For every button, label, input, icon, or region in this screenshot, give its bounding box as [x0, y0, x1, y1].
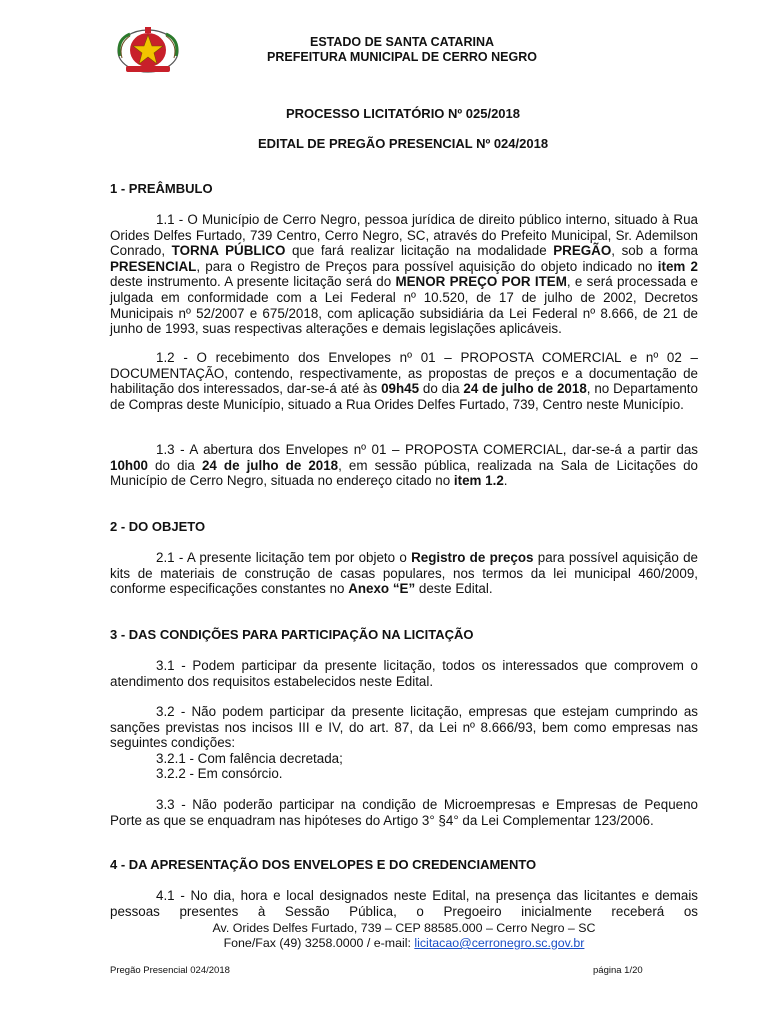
municipal-crest-icon	[112, 26, 184, 74]
paragraph-4-1: 4.1 - No dia, hora e local designados neste Edital, na presença das licitantes e demais pessoas presentes à Sessão Pública, o Pregoeiro inicialmente receberá os	[110, 888, 698, 919]
footer-email-link[interactable]: licitacao@cerronegro.sc.gov.br	[414, 936, 585, 950]
section-4-heading: 4 - DA APRESENTAÇÃO DOS ENVELOPES E DO CREDENCIAMENTO	[110, 857, 537, 872]
paragraph-2-1: 2.1 - A presente licitação tem por objeto o Registro de preços para possível aquisição de kits de materiais de construção de casas populares, nos termos da lei municipal 460/2009, conforme especificações constantes no Anexo “E” deste Edital.	[110, 550, 698, 597]
paragraph-3-1: 3.1 - Podem participar da presente licitação, todos os interessados que comprovem o atendimento dos requisitos estabelecidos neste Edital.	[110, 658, 698, 689]
paragraph-1-3: 1.3 - A abertura dos Envelopes nº 01 – PROPOSTA COMERCIAL, dar-se-á a partir das 10h00 do dia 24 de julho de 2018, em sessão pública, realizada na Sala de Licitações do Município de Cerro Negro, situada no endereço citado no item 1.2.	[110, 442, 698, 489]
footer-address: Av. Orides Delfes Furtado, 739 – CEP 88585.000 – Cerro Negro – SC	[212, 921, 596, 935]
title-edital: EDITAL DE PREGÃO PRESENCIAL Nº 024/2018	[257, 136, 549, 151]
paragraph-1-1: 1.1 - O Município de Cerro Negro, pessoa jurídica de direito público interno, situado à Rua Orides Delfes Furtado, 739 Centro, Cerro Negro, SC, através do Prefeito Municipal, Sr. Ademilson Conrado, TORNA PÚBLICO que fará realizar licitação na modalidade PREGÃO, sob a forma PRESENCIAL, para o Registro de Preços para possível aquisição do objeto indicado no item 2 deste instrumento. A presente licitação será do MENOR PREÇO POR ITEM, e será processada e julgada em conformidade com a Lei Federal nº 10.520, de 17 de julho de 2002, Decretos Municipais nº 52/2007 e 675/2018, com aplicação subsidiária da Lei Federal nº 8.666, de 21 de junho de 1993, suas respectivas alterações e demais legislações aplicáveis.	[110, 212, 699, 337]
section-1-heading: 1 - PREÂMBULO	[110, 181, 213, 196]
header-state: ESTADO DE SANTA CATARINA	[309, 35, 495, 49]
paragraph-3-2: 3.2 - Não podem participar da presente licitação, empresas que estejam cumprindo as sanções previstas nos incisos III e IV, do art. 87, da Lei nº 8.666/93, bem como empresas nas seguintes condições: 3.2.1 - Com falência decretada; 3.2.2 - Em consórcio.	[110, 704, 698, 782]
section-2-heading: 2 - DO OBJETO	[110, 519, 206, 534]
title-processo: PROCESSO LICITATÓRIO Nº 025/2018	[286, 106, 520, 121]
paragraph-3-3: 3.3 - Não poderão participar na condição de Microempresas e Empresas de Pequeno Porte as que se enquadram nas hipóteses do Artigo 3° §4° da Lei Complementar 123/2006.	[110, 797, 698, 828]
footer-doc-ref: Pregão Presencial 024/2018	[110, 965, 230, 976]
page-number: página 1/20	[593, 965, 643, 976]
item-3-2-1: 3.2.1 - Com falência decretada;	[156, 750, 343, 766]
footer-contact: Fone/Fax (49) 3258.0000 / e-mail: licitacao@cerronegro.sc.gov.br	[223, 936, 585, 950]
section-3-heading: 3 - DAS CONDIÇÕES PARA PARTICIPAÇÃO NA LICITAÇÃO	[110, 627, 474, 642]
item-3-2-2: 3.2.2 - Em consórcio.	[156, 766, 283, 782]
paragraph-1-2: 1.2 - O recebimento dos Envelopes nº 01 – PROPOSTA COMERCIAL e nº 02 – DOCUMENTAÇÃO, contendo, respectivamente, as propostas de preços e a documentação de habilitação dos interessados, dar-se-á até às 09h45 do dia 24 de julho de 2018, no Departamento de Compras deste Município, situado a Rua Orides Delfes Furtado, 739, Centro neste Município.	[110, 350, 698, 412]
header-prefeitura: PREFEITURA MUNICIPAL DE CERRO NEGRO	[267, 50, 537, 64]
